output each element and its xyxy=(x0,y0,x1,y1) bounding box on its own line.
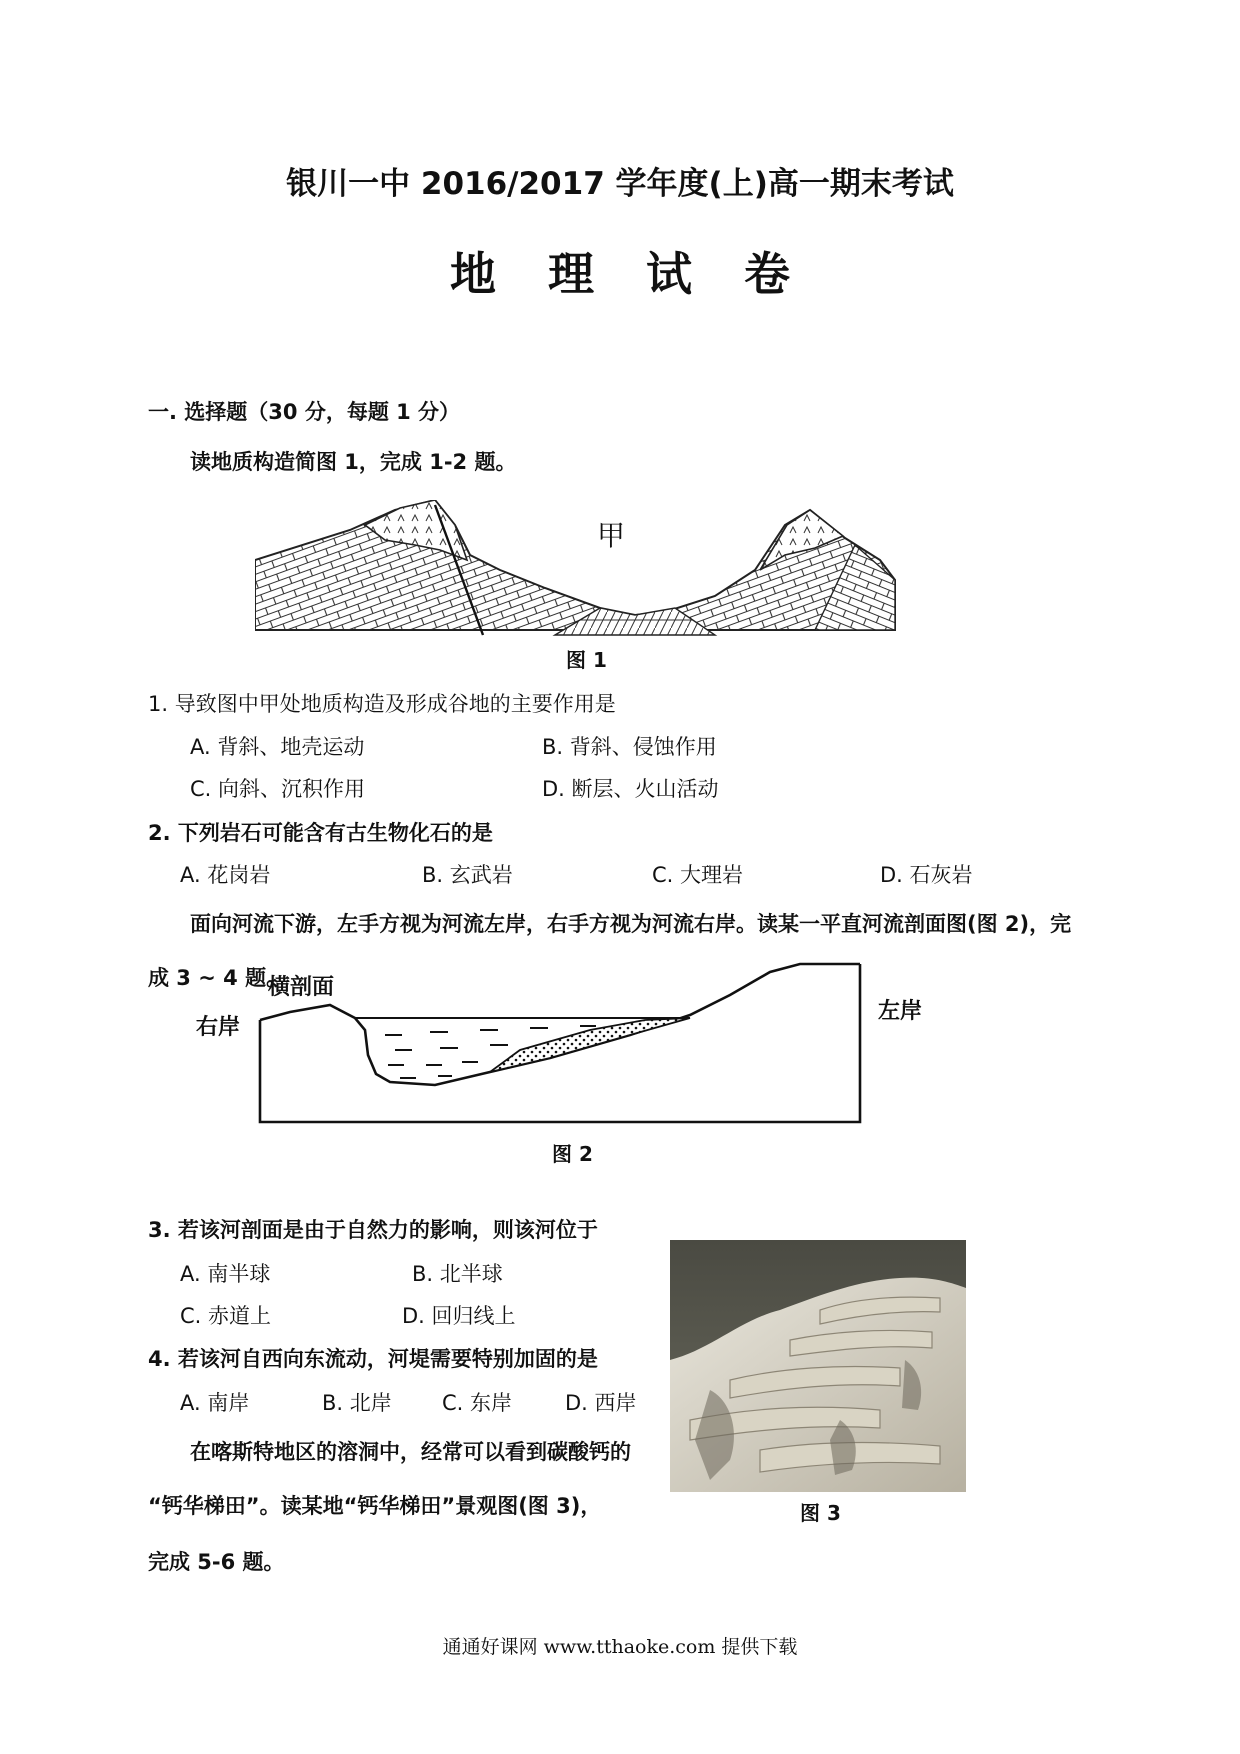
intro-q5-6-line3: 完成 5-6 题。 xyxy=(148,1550,285,1574)
school-title: 银川一中 2016/2017 学年度(上)高一期末考试 xyxy=(286,166,954,202)
question-2-option-d: D. 石灰岩 xyxy=(880,863,973,887)
figure-3-caption: 图 3 xyxy=(800,1501,841,1525)
question-3-option-b: B. 北半球 xyxy=(412,1262,503,1286)
figure-2-title: 横剖面 xyxy=(268,975,335,1000)
intro-q3-4-line2: 成 3 ~ 4 题。 xyxy=(148,966,288,990)
question-1-option-c: C. 向斜、沉积作用 xyxy=(190,777,366,801)
figure-1-caption: 图 1 xyxy=(566,648,607,672)
question-3-option-d: D. 回归线上 xyxy=(402,1304,516,1328)
question-2-option-c: C. 大理岩 xyxy=(652,863,744,887)
question-4-option-b: B. 北岸 xyxy=(322,1391,392,1415)
question-1-option-a: A. 背斜、地壳运动 xyxy=(190,735,365,759)
footer-source: 通通好课网 www.tthaoke.com 提供下载 xyxy=(442,1636,798,1658)
question-1-option-b: B. 背斜、侵蚀作用 xyxy=(542,735,717,759)
subject-title: 地理试卷 xyxy=(450,247,842,301)
figure-1-label-jia: 甲 xyxy=(597,519,626,552)
intro-q5-6-line2: “钙华梯田”。读某地“钙华梯田”景观图(图 3)， xyxy=(148,1494,602,1518)
question-1-stem: 1. 导致图中甲处地质构造及形成谷地的主要作用是 xyxy=(148,692,616,716)
figure-2-river-cross-section xyxy=(190,950,960,1130)
question-4-stem: 4. 若该河自西向东流动，河堤需要特别加固的是 xyxy=(148,1347,598,1371)
question-3-stem: 3. 若该河剖面是由于自然力的影响，则该河位于 xyxy=(148,1218,598,1242)
question-1-option-d: D. 断层、火山活动 xyxy=(542,777,719,801)
figure-2-left-bank-label: 左岸 xyxy=(878,999,923,1024)
question-3-option-a: A. 南半球 xyxy=(180,1262,271,1286)
section-heading: 一. 选择题（30 分，每题 1 分） xyxy=(148,400,461,424)
question-2-option-b: B. 玄武岩 xyxy=(422,863,513,887)
intro-q1-2: 读地质构造简图 1，完成 1-2 题。 xyxy=(190,450,517,474)
intro-q5-6-line1: 在喀斯特地区的溶洞中，经常可以看到碳酸钙的 xyxy=(190,1440,631,1464)
question-4-option-d: D. 西岸 xyxy=(565,1391,637,1415)
figure-2-right-bank-label: 右岸 xyxy=(196,1015,241,1040)
figure-2-caption: 图 2 xyxy=(552,1142,593,1166)
figure-3-travertine-terraces-photo xyxy=(670,1240,966,1492)
intro-q3-4-line1: 面向河流下游，左手方视为河流左岸，右手方视为河流右岸。读某一平直河流剖面图(图 2)，完 xyxy=(190,912,1072,936)
question-2-stem: 2. 下列岩石可能含有古生物化石的是 xyxy=(148,821,493,845)
question-2-option-a: A. 花岗岩 xyxy=(180,863,271,887)
question-4-option-c: C. 东岸 xyxy=(442,1391,513,1415)
question-4-option-a: A. 南岸 xyxy=(180,1391,250,1415)
question-3-option-c: C. 赤道上 xyxy=(180,1304,272,1328)
figure-1-geologic-section xyxy=(255,500,990,642)
